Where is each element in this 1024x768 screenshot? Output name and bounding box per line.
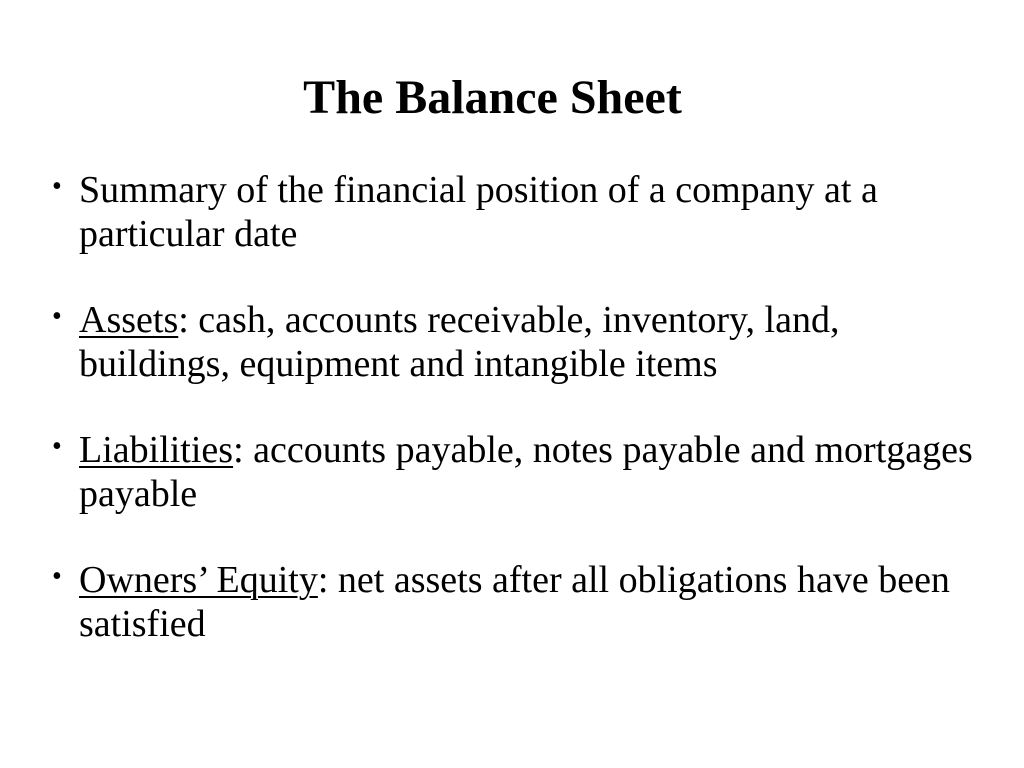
bullet-term-liabilities: Liabilities	[79, 429, 234, 471]
bullet-term-assets: Assets	[79, 299, 179, 341]
slide-title: The Balance Sheet	[303, 71, 682, 124]
bullet-text: Summary of the financial position of a company at a particular date	[79, 169, 878, 255]
bullet-list	[52, 168, 982, 688]
bullet-icon: •	[52, 301, 62, 332]
bullet-text: accounts payable, notes payable and mortgages payable	[79, 429, 973, 515]
bullet-text: cash, accounts receivable, inventory, land, buildings, equipment and intangible items	[79, 299, 840, 385]
bullet-icon: •	[52, 431, 62, 462]
bullet-separator: :	[317, 559, 329, 601]
bullet-summary	[52, 168, 982, 256]
bullet-liabilities	[52, 428, 982, 516]
bullet-icon: •	[52, 171, 62, 202]
bullet-assets	[52, 298, 982, 386]
bullet-text: net assets after all obligations have been satisfied	[79, 559, 950, 645]
bullet-icon: •	[52, 561, 62, 592]
bullet-owners-equity	[52, 558, 982, 646]
bullet-separator: :	[233, 429, 244, 471]
bullet-term-owners-equity: Owners’ Equity	[79, 559, 318, 601]
bullet-separator: :	[178, 299, 189, 341]
